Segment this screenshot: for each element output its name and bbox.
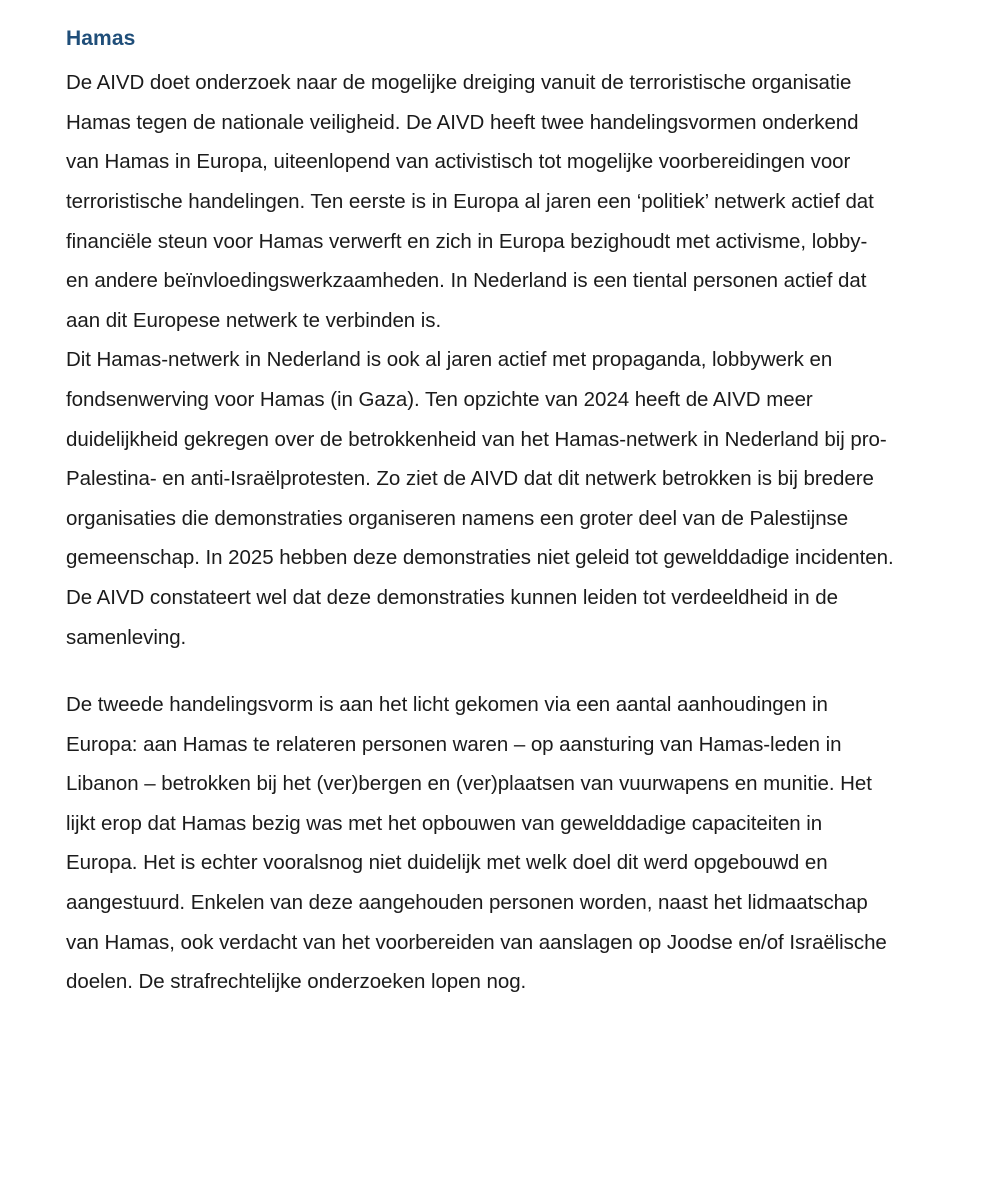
section-heading-hamas: Hamas	[66, 27, 136, 50]
paragraph-spacer	[66, 657, 895, 685]
body-paragraph-3: De tweede handelingsvorm is aan het licht gekomen via een aantal aanhoudingen in Europa: aan Hamas te relateren personen waren – op aansturing van Hamas-leden in Libanon – betrokken bij het (ver)bergen en (ver)plaatsen van vuurwapens en munitie. Het lijkt erop dat Hamas bezig was met het opbouwen van gewelddadige capaciteiten in Europa. Het is echter vooralsnog niet duidelijk met welk doel dit werd opgebouwd en aangestuurd. Enkelen van deze aangehouden personen worden, naast het lidmaatschap van Hamas, ook verdacht van het voorbereiden van aanslagen op Joodse en/of Israëlische doelen. De strafrechtelijke onderzoeken lopen nog.	[66, 693, 887, 994]
body-paragraph-1: De AIVD doet onderzoek naar de mogelijke dreiging vanuit de terroristische organisatie Hamas tegen de nationale veiligheid. De AIVD heeft twee handelingsvormen onderkend van Hamas in Europa, uiteenlopend van activistisch tot mogelijke voorbereidingen voor terroristische handelingen. Ten eerste is in Europa al jaren een ‘politiek’ netwerk actief dat financiële steun voor Hamas verwerft en zich in Europa bezighoudt met activisme, lobby- en andere beïnvloedingswerkzaamheden. In Nederland is een tiental personen actief dat aan dit Europese netwerk te verbinden is.	[66, 71, 874, 332]
body-paragraph-2: Dit Hamas-netwerk in Nederland is ook al jaren actief met propaganda, lobbywerk en fondsenwerving voor Hamas (in Gaza). Ten opzichte van 2024 heeft de AIVD meer duidelijkheid gekregen over de betrokkenheid van het Hamas-netwerk in Nederland bij pro-Palestina- en anti-Israëlprotesten. Zo ziet de AIVD dat dit netwerk betrokken is bij bredere organisaties die demonstraties organiseren namens een groter deel van de Palestijnse gemeenschap. In 2025 hebben deze demonstraties niet geleid tot gewelddadige incidenten. De AIVD constateert wel dat deze demonstraties kunnen leiden tot verdeeldheid in de samenleving.	[66, 348, 894, 649]
